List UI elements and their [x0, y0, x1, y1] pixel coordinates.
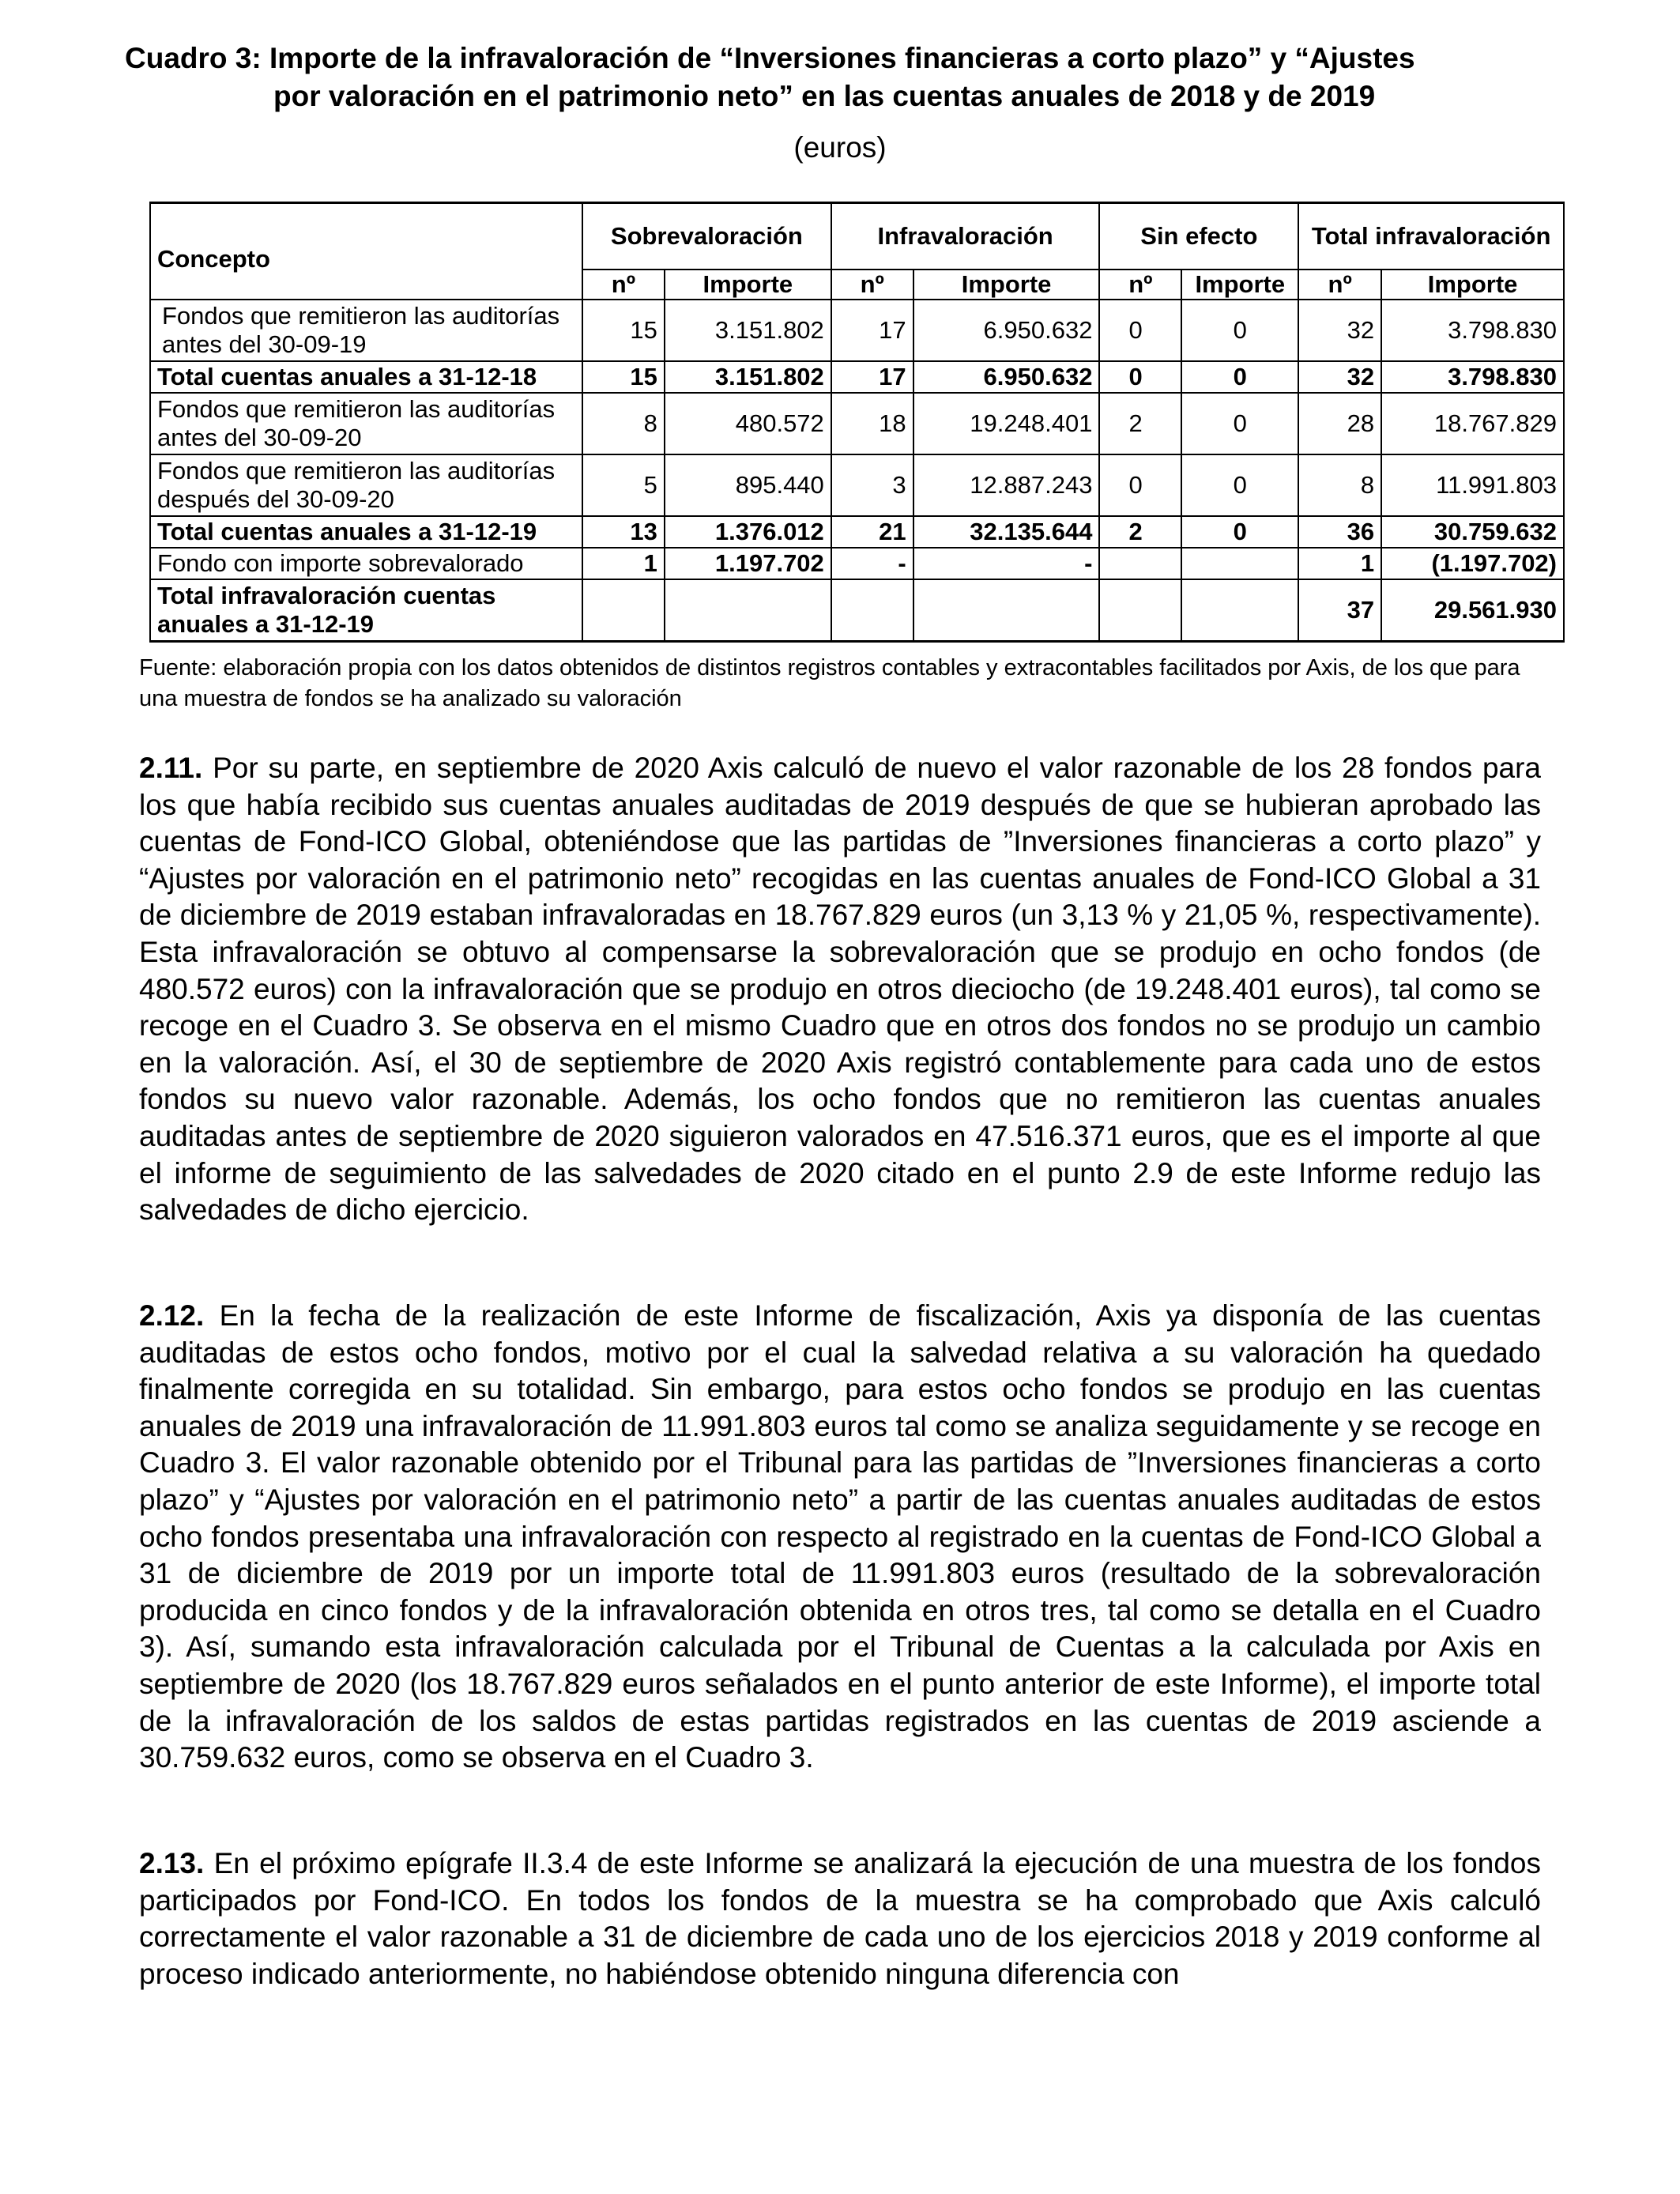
source-note: Fuente: elaboración propia con los datos obtenidos de distintos registros contables y extracontables facilitados por Axis, de los que para una muestra de fondos se ha analizado su valoración: [139, 655, 1520, 711]
cell-total-n: 32: [1298, 361, 1381, 393]
cell-sobre-n: [582, 579, 665, 642]
cell-sobre-importe: 480.572: [665, 393, 831, 454]
header-sin-efecto: Sin efecto: [1099, 203, 1298, 270]
cell-infra-n: -: [831, 548, 913, 579]
cell-infra-n: 17: [831, 300, 913, 361]
cell-infra-n: 3: [831, 454, 913, 516]
table-row: [150, 393, 1564, 454]
row-concepto: Fondos que remitieron las auditorías después del 30-09-20: [150, 454, 582, 516]
table-row: [150, 516, 1564, 548]
cell-sobre-n: 5: [582, 454, 665, 516]
paragraph-2-11: [139, 750, 1541, 1229]
header-importe: Importe: [1181, 270, 1298, 300]
header-importe: Importe: [665, 270, 831, 300]
paragraph-text: Por su parte, en septiembre de 2020 Axis calculó de nuevo el valor razonable de los 28 fondos para los que había recibido sus cuentas anuales auditadas de 2019 después de que se hubieran aprobado las cuentas de Fond-ICO Global, obteniéndose que las partidas de ”Inversiones financieras a corto plazo” y “Ajustes por valoración en el patrimonio neto” recogidas en las cuentas anuales de Fond-ICO Global a 31 de diciembre de 2019 estaban infravaloradas en 18.767.829 euros (un 3,13 % y 21,05 %, respectivamente). Esta infravaloración se obtuvo al compensarse la sobrevaloración que se produjo en ocho fondos (de 480.572 euros) con la infravaloración que se produjo en otros dieciocho (de 19.248.401 euros), tal como se recoge en el Cuadro 3. Se observa en el mismo Cuadro que en otros dos fondos no se produjo un cambio en la valoración. Así, el 30 de septiembre de 2020 Axis registró contablemente para cada uno de estos fondos su nuevo valor razonable. Además, los ocho fondos que no remitieron las cuentas anuales auditadas antes de septiembre de 2020 siguieron valorados en 47.516.371 euros, que es el importe al que el informe de seguimiento de las salvedades de 2020 citado en el punto 2.9 de este Informe redujo las salvedades de dicho ejercicio.: [139, 752, 1541, 1227]
title-line-1: Importe de la infravaloración de “Inversiones financieras a corto plazo” y “Ajustes: [269, 42, 1415, 74]
cell-infra-importe: 19.248.401: [913, 393, 1100, 454]
cell-total-importe: 3.798.830: [1381, 300, 1564, 361]
cell-total-importe: (1.197.702): [1381, 548, 1564, 579]
table-row: [150, 454, 1564, 516]
table-row: [150, 361, 1564, 393]
cell-sobre-n: 15: [582, 361, 665, 393]
cell-total-n: 37: [1298, 579, 1381, 642]
row-concepto: Fondo con importe sobrevalorado: [150, 548, 582, 579]
header-importe: Importe: [913, 270, 1100, 300]
header-concepto: Concepto: [150, 203, 582, 300]
cell-total-n: 1: [1298, 548, 1381, 579]
cell-sin-n: [1099, 579, 1181, 642]
cell-total-n: 36: [1298, 516, 1381, 548]
header-n: nº: [831, 270, 913, 300]
cell-infra-n: 17: [831, 361, 913, 393]
cell-sin-n: 0: [1099, 454, 1181, 516]
row-concepto: Total cuentas anuales a 31-12-19: [150, 516, 582, 548]
cell-sin-importe: [1181, 579, 1298, 642]
cell-sobre-importe: 3.151.802: [665, 300, 831, 361]
paragraph-2-13: [139, 1845, 1541, 1992]
cell-sobre-importe: 895.440: [665, 454, 831, 516]
cell-sobre-n: 8: [582, 393, 665, 454]
cell-infra-importe: -: [913, 548, 1100, 579]
cell-infra-importe: 6.950.632: [913, 361, 1100, 393]
cell-infra-importe: 32.135.644: [913, 516, 1100, 548]
cell-sin-n: 2: [1099, 393, 1181, 454]
cell-sin-importe: 0: [1181, 454, 1298, 516]
cell-infra-importe: 6.950.632: [913, 300, 1100, 361]
header-n: nº: [1298, 270, 1381, 300]
cell-sobre-importe: 3.151.802: [665, 361, 831, 393]
row-concepto: Fondos que remitieron las auditorías antes del 30-09-19: [150, 300, 582, 361]
cell-sobre-n: 1: [582, 548, 665, 579]
header-n: nº: [1099, 270, 1181, 300]
paragraph-number: 2.12.: [139, 1299, 205, 1332]
cell-total-importe: 3.798.830: [1381, 361, 1564, 393]
paragraph-2-12: [139, 1298, 1541, 1777]
cell-total-n: 8: [1298, 454, 1381, 516]
cell-sin-importe: 0: [1181, 393, 1298, 454]
header-total: Total infravaloración: [1298, 203, 1564, 270]
table-title: [125, 40, 1547, 115]
row-concepto: Total infravaloración cuentas anuales a 31-12-19: [150, 579, 582, 642]
header-sobrevaloracion: Sobrevaloración: [582, 203, 831, 270]
cell-total-n: 28: [1298, 393, 1381, 454]
header-n: nº: [582, 270, 665, 300]
cell-sobre-importe: 1.376.012: [665, 516, 831, 548]
paragraph-text: En la fecha de la realización de este Informe de fiscalización, Axis ya disponía de las cuentas auditadas de estos ocho fondos, motivo por el cual la salvedad relativa a su valoración ha quedado finalmente corregida en su totalidad. Sin embargo, para estos ocho fondos se produjo en las cuentas anuales de 2019 una infravaloración de 11.991.803 euros tal como se analiza seguidamente y se recoge en Cuadro 3. El valor razonable obtenido por el Tribunal para las partidas de ”Inversiones financieras a corto plazo” y “Ajustes por valoración en el patrimonio neto” a partir de las cuentas anuales auditadas de estos ocho fondos presentaba una infravaloración con respecto al registrado en la cuentas de Fond-ICO Global a 31 de diciembre de 2019 por un importe total de 11.991.803 euros (resultado de la sobrevaloración producida en cinco fondos y de la infravaloración obtenida en otros tres, tal como se detalla en el Cuadro 3). Así, sumando esta infravaloración calculada por el Tribunal de Cuentas a la calculada por Axis en septiembre de 2020 (los 18.767.829 euros señalados en el punto anterior de este Informe), el importe total de la infravaloración de los saldos de estas partidas registrados en las cuentas de 2019 asciende a 30.759.632 euros, como se observa en el Cuadro 3.: [139, 1299, 1541, 1774]
table-row: [150, 579, 1564, 642]
cell-infra-n: 18: [831, 393, 913, 454]
cell-sin-importe: [1181, 548, 1298, 579]
table-row: [150, 300, 1564, 361]
paragraph-text: En el próximo epígrafe II.3.4 de este Informe se analizará la ejecución de una muestra de los fondos participados por Fond-ICO. En todos los fondos de la muestra se ha comprobado que Axis calculó correctamente el valor razonable a 31 de diciembre de cada uno de los ejercicios 2018 y 2019 conforme al proceso indicado anteriormente, no habiéndose obtenido ninguna diferencia con: [139, 1847, 1541, 1990]
cell-sin-n: 0: [1099, 361, 1181, 393]
cell-total-importe: 18.767.829: [1381, 393, 1564, 454]
cell-sin-importe: 0: [1181, 300, 1298, 361]
cell-infra-importe: 12.887.243: [913, 454, 1100, 516]
cell-sin-importe: 0: [1181, 361, 1298, 393]
cell-sobre-n: 13: [582, 516, 665, 548]
cell-sin-importe: 0: [1181, 516, 1298, 548]
cell-total-n: 32: [1298, 300, 1381, 361]
cell-total-importe: 29.561.930: [1381, 579, 1564, 642]
cell-sobre-importe: 1.197.702: [665, 548, 831, 579]
cell-total-importe: 11.991.803: [1381, 454, 1564, 516]
header-infravaloracion: Infravaloración: [831, 203, 1100, 270]
cell-sin-n: 0: [1099, 300, 1181, 361]
data-table: [149, 202, 1565, 643]
cell-sin-n: [1099, 548, 1181, 579]
cell-sin-n: 2: [1099, 516, 1181, 548]
row-concepto: Total cuentas anuales a 31-12-18: [150, 361, 582, 393]
title-line-2: por valoración en el patrimonio neto” en las cuentas anuales de 2018 y de 2019: [273, 80, 1376, 112]
row-concepto: Fondos que remitieron las auditorías antes del 30-09-20: [150, 393, 582, 454]
cell-sobre-n: 15: [582, 300, 665, 361]
cell-infra-importe: [913, 579, 1100, 642]
cell-infra-n: 21: [831, 516, 913, 548]
paragraph-number: 2.13.: [139, 1847, 205, 1879]
cell-sobre-importe: [665, 579, 831, 642]
cell-total-importe: 30.759.632: [1381, 516, 1564, 548]
paragraph-number: 2.11.: [139, 752, 203, 784]
cell-infra-n: [831, 579, 913, 642]
header-importe: Importe: [1381, 270, 1564, 300]
table-label: Cuadro 3:: [125, 42, 262, 74]
units-label: (euros): [793, 131, 887, 164]
table-row: [150, 548, 1564, 579]
